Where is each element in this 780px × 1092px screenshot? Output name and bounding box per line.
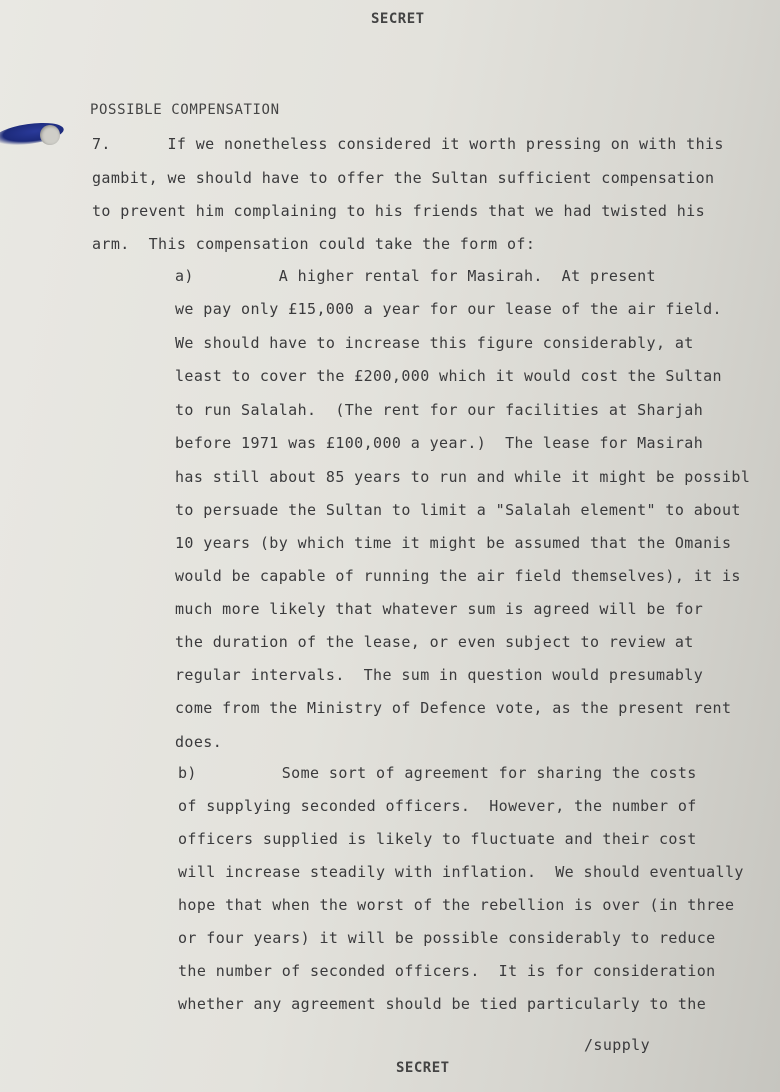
item-b-line: will increase steadily with inflation. We should eventually xyxy=(178,863,744,881)
item-b-line: hope that when the worst of the rebellion is over (in three xyxy=(178,896,735,914)
paragraph-7-line: to prevent him complaining to his friends that we had twisted his xyxy=(92,202,705,220)
paragraph-7-line: gambit, we should have to offer the Sultan sufficient compensation xyxy=(92,169,715,187)
item-a-line: 10 years (by which time it might be assumed that the Omanis xyxy=(175,534,732,552)
item-a-line: to run Salalah. (The rent for our facilities at Sharjah xyxy=(175,401,704,419)
catchword: /supply xyxy=(584,1036,651,1054)
punch-hole xyxy=(40,125,60,145)
paragraph-7-line: arm. This compensation could take the form of: xyxy=(92,235,536,253)
item-b-line: or four years) it will be possible considerably to reduce xyxy=(178,929,716,947)
item-b-line: b) Some sort of agreement for sharing the costs xyxy=(178,764,697,782)
paragraph-7-line: 7. If we nonetheless considered it worth pressing on with this xyxy=(92,135,724,153)
item-a-line: the duration of the lease, or even subject to review at xyxy=(175,633,694,651)
item-a-line: much more likely that whatever sum is agreed will be for xyxy=(175,600,704,618)
item-a-line: regular intervals. The sum in question would presumably xyxy=(175,666,704,684)
item-b-line: officers supplied is likely to fluctuate and their cost xyxy=(178,830,697,848)
header-classification: SECRET xyxy=(371,11,425,27)
item-b-line: of supplying seconded officers. However, the number of xyxy=(178,797,697,815)
item-a-line: does. xyxy=(175,733,223,751)
item-b-line: the number of seconded officers. It is for consideration xyxy=(178,962,716,980)
section-heading: POSSIBLE COMPENSATION xyxy=(90,102,280,118)
item-a-line: has still about 85 years to run and while it might be possibl xyxy=(175,468,751,486)
item-a-line: a) A higher rental for Masirah. At present xyxy=(175,267,656,285)
item-a-line: least to cover the £200,000 which it would cost the Sultan xyxy=(175,367,722,385)
item-a-line: we pay only £15,000 a year for our lease of the air field. xyxy=(175,300,722,318)
footer-classification: SECRET xyxy=(396,1060,450,1076)
item-a-line: We should have to increase this figure considerably, at xyxy=(175,334,694,352)
item-a-line: would be capable of running the air field themselves), it is xyxy=(175,567,741,585)
item-a-line: come from the Ministry of Defence vote, as the present rent xyxy=(175,699,732,717)
item-b-line: whether any agreement should be tied particularly to the xyxy=(178,995,707,1013)
item-a-line: before 1971 was £100,000 a year.) The lease for Masirah xyxy=(175,434,704,452)
item-a-line: to persuade the Sultan to limit a "Salalah element" to about xyxy=(175,501,741,519)
